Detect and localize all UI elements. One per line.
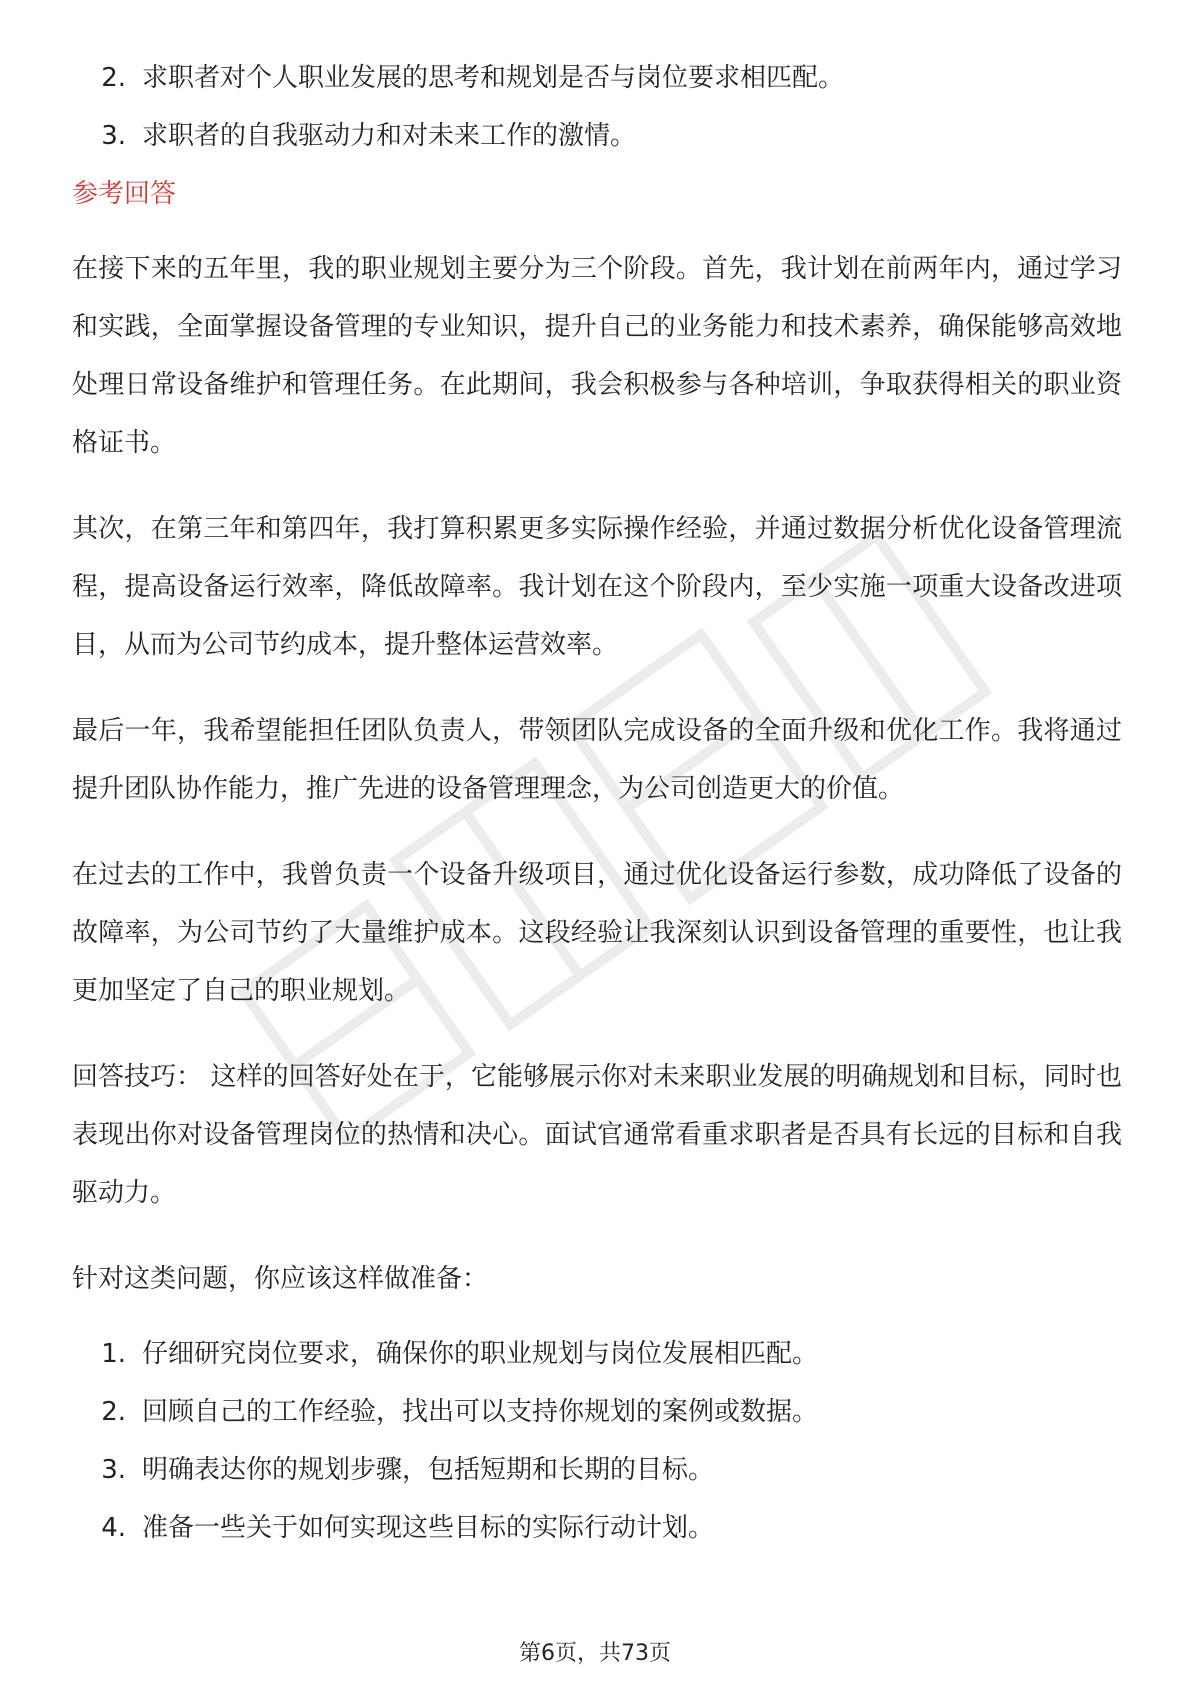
list-number: 1. — [101, 1339, 126, 1369]
list-text: 准备一些关于如何实现这些目标的实际行动计划。 — [142, 1513, 715, 1543]
list-number: 4. — [101, 1513, 126, 1543]
criteria-list — [72, 60, 1122, 154]
list-text: 求职者对个人职业发展的思考和规划是否与岗位要求相匹配。 — [142, 63, 845, 93]
list-item — [72, 118, 1122, 154]
paragraph: 在过去的工作中，我曾负责一个设备升级项目，通过优化设备运行参数，成功降低了设备的故障率，为公司节约了大量维护成本。这段经验让我深刻认识到设备管理的重要性，也让我更加坚定了自己的职业规划。 — [72, 860, 1122, 1006]
list-item — [72, 60, 1122, 96]
tip-paragraph: 回答技巧： 这样的回答好处在于，它能够展示你对未来职业发展的明确规划和目标，同时也表现出你对设备管理岗位的热情和决心。面试官通常看重求职者是否具有长远的目标和自我驱动力。 — [72, 1062, 1122, 1208]
list-item — [72, 1394, 1122, 1430]
list-text: 仔细研究岗位要求，确保你的职业规划与岗位发展相匹配。 — [142, 1339, 819, 1369]
section-title: 参考回答 — [72, 179, 177, 209]
list-text: 求职者的自我驱动力和对未来工作的激情。 — [142, 121, 637, 151]
prep-list — [72, 1336, 1122, 1546]
list-text: 回顾自己的工作经验，找出可以支持你规划的案例或数据。 — [142, 1397, 819, 1427]
list-number: 3. — [101, 121, 126, 151]
page-content — [72, 60, 1122, 1568]
page-footer: 第6页，共73页 — [519, 1641, 671, 1666]
paragraph: 在接下来的五年里，我的职业规划主要分为三个阶段。首先，我计划在前两年内，通过学习和实践，全面掌握设备管理的专业知识，提升自己的业务能力和技术素养，确保能够高效地处理日常设备维护和管理任务。在此期间，我会积极参与各种培训，争取获得相关的职业资格证书。 — [72, 254, 1122, 458]
list-item — [72, 1510, 1122, 1546]
list-number: 2. — [101, 63, 126, 93]
list-text: 明确表达你的规划步骤，包括短期和长期的目标。 — [142, 1455, 715, 1485]
list-number: 3. — [101, 1455, 126, 1485]
list-item — [72, 1336, 1122, 1372]
paragraph: 最后一年，我希望能担任团队负责人，带领团队完成设备的全面升级和优化工作。我将通过提升团队协作能力，推广先进的设备管理理念，为公司创造更大的价值。 — [72, 716, 1122, 804]
paragraph: 其次，在第三年和第四年，我打算积累更多实际操作经验，并通过数据分析优化设备管理流程，提高设备运行效率，降低故障率。我计划在这个阶段内，至少实施一项重大设备改进项目，从而为公司节约成本，提升整体运营效率。 — [72, 514, 1122, 660]
list-item — [72, 1452, 1122, 1488]
prep-intro: 针对这类问题，你应该这样做准备： — [72, 1264, 489, 1294]
list-number: 2. — [101, 1397, 126, 1427]
